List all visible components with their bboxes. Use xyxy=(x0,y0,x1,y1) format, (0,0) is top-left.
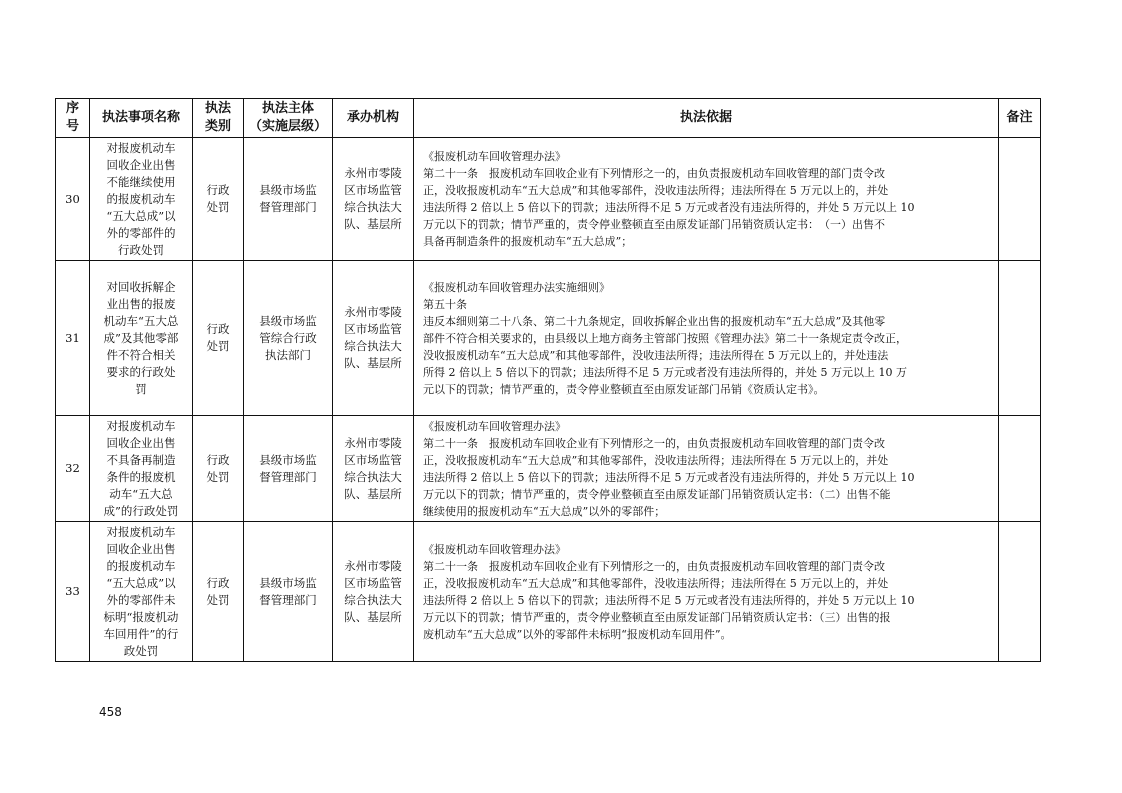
cell-enforcement-type: 行政 处罚 xyxy=(193,416,244,522)
cell-item-name: 对报废机动车 回收企业出售 不具备再制造 条件的报废机 动车“五大总 成”的行政处罚 xyxy=(90,416,193,522)
cell-remarks xyxy=(999,522,1041,662)
cell-item-name: 对回收拆解企 业出售的报废 机动车“五大总 成”及其他零部 件不符合相关 要求的行政处 罚 xyxy=(90,261,193,416)
table-row xyxy=(56,261,1041,416)
basis-line: 正，没收报废机动车“五大总成”和其他零部件，没收违法所得；违法所得在 5 万元以上的，并处 xyxy=(423,576,889,590)
cell-enforcement-type: 行政 处罚 xyxy=(193,261,244,416)
cell-legal-basis xyxy=(414,416,999,522)
basis-line: 违法所得 2 倍以上 5 倍以下的罚款；违法所得不足 5 万元或者没有违法所得的，并处 5 万元以上 10 xyxy=(423,593,915,607)
cell-item-name: 对报废机动车 回收企业出售 不能继续使用 的报废机动车 “五大总成”以 外的零部件的 行政处罚 xyxy=(90,138,193,261)
page-number: 458 xyxy=(99,705,122,719)
cell-item-name: 对报废机动车 回收企业出售 的报废机动车 “五大总成”以 外的零部件未 标明“报废机动 车回用件”的行 政处罚 xyxy=(90,522,193,662)
basis-line: 第二十一条 报废机动车回收企业有下列情形之一的，由负责报废机动车回收管理的部门责令改 xyxy=(423,559,885,573)
basis-line: 《报废机动车回收管理办法》 xyxy=(423,542,566,556)
cell-handling-agency: 永州市零陵 区市场监管 综合执法大 队、基层所 xyxy=(333,261,414,416)
header-item-name: 执法事项名称 xyxy=(90,99,193,138)
basis-line: 正，没收报废机动车“五大总成”和其他零部件，没收违法所得；违法所得在 5 万元以上的，并处 xyxy=(423,184,889,197)
basis-line: 违法所得 2 倍以上 5 倍以下的罚款；违法所得不足 5 万元或者没有违法所得的，并处 5 万元以上 10 xyxy=(423,470,915,484)
cell-serial-number: 33 xyxy=(56,522,90,662)
cell-enforcement-subject: 县级市场监 管综合行政 执法部门 xyxy=(244,261,333,416)
cell-remarks xyxy=(999,138,1041,261)
cell-serial-number: 31 xyxy=(56,261,90,416)
basis-line: 《报废机动车回收管理办法》 xyxy=(423,150,566,163)
cell-enforcement-type: 行政 处罚 xyxy=(193,138,244,261)
basis-line: 《报废机动车回收管理办法》 xyxy=(423,419,566,433)
enforcement-table-container xyxy=(55,98,1040,662)
header-enforcement-subject: 执法主体 （实施层级） xyxy=(244,99,333,138)
cell-enforcement-subject: 县级市场监 督管理部门 xyxy=(244,522,333,662)
basis-line: 万元以下的罚款；情节严重的，责令停业整顿直至由原发证部门吊销资质认定书： （一）出售不 xyxy=(423,218,885,231)
cell-handling-agency: 永州市零陵 区市场监管 综合执法大 队、基层所 xyxy=(333,522,414,662)
basis-line: 万元以下的罚款；情节严重的，责令停业整顿直至由原发证部门吊销资质认定书：（二）出售不能 xyxy=(423,487,891,501)
header-legal-basis: 执法依据 xyxy=(414,99,999,138)
basis-line: 《报废机动车回收管理办法实施细则》 xyxy=(423,280,610,294)
basis-line: 具备再制造条件的报废机动车“五大总成”； xyxy=(423,235,633,248)
header-enforcement-type: 执法 类别 xyxy=(193,99,244,138)
basis-line: 没收报废机动车“五大总成”和其他零部件，没收违法所得；违法所得在 5 万元以上的，并处违法 xyxy=(423,348,889,362)
cell-handling-agency: 永州市零陵 区市场监管 综合执法大 队、基层所 xyxy=(333,416,414,522)
table-row xyxy=(56,416,1041,522)
cell-remarks xyxy=(999,261,1041,416)
basis-line: 第二十一条 报废机动车回收企业有下列情形之一的，由负责报废机动车回收管理的部门责令改 xyxy=(423,167,885,180)
basis-line: 元以下的罚款；情节严重的，责令停业整顿直至由原发证部门吊销《资质认定书》。 xyxy=(423,382,825,396)
basis-line: 继续使用的报废机动车“五大总成”以外的零部件； xyxy=(423,504,666,518)
basis-line: 第二十一条 报废机动车回收企业有下列情形之一的，由负责报废机动车回收管理的部门责令改 xyxy=(423,436,885,450)
basis-line: 万元以下的罚款；情节严重的，责令停业整顿直至由原发证部门吊销资质认定书：（三）出售的报 xyxy=(423,610,891,624)
cell-remarks xyxy=(999,416,1041,522)
cell-legal-basis xyxy=(414,522,999,662)
basis-line: 违反本细则第二十八条、第二十九条规定，回收拆解企业出售的报废机动车“五大总成”及其他零 xyxy=(423,314,886,328)
basis-line: 所得 2 倍以上 5 倍以下的罚款；违法所得不足 5 万元或者没有违法所得的，并处 5 万元以上 10 万 xyxy=(423,365,907,379)
cell-legal-basis xyxy=(414,138,999,261)
cell-enforcement-subject: 县级市场监 督管理部门 xyxy=(244,416,333,522)
basis-line: 正，没收报废机动车“五大总成”和其他零部件，没收违法所得；违法所得在 5 万元以上的，并处 xyxy=(423,453,889,467)
cell-handling-agency: 永州市零陵 区市场监管 综合执法大 队、基层所 xyxy=(333,138,414,261)
cell-enforcement-subject: 县级市场监 督管理部门 xyxy=(244,138,333,261)
table-row xyxy=(56,138,1041,261)
table-row xyxy=(56,522,1041,662)
cell-serial-number: 30 xyxy=(56,138,90,261)
cell-serial-number: 32 xyxy=(56,416,90,522)
basis-line: 第五十条 xyxy=(423,297,467,311)
basis-line: 废机动车“五大总成”以外的零部件未标明“报废机动车回用件”。 xyxy=(423,627,732,641)
basis-line: 违法所得 2 倍以上 5 倍以下的罚款；违法所得不足 5 万元或者没有违法所得的，并处 5 万元以上 10 xyxy=(423,201,915,214)
header-serial-number: 序 号 xyxy=(56,99,90,138)
header-handling-agency: 承办机构 xyxy=(333,99,414,138)
cell-enforcement-type: 行政 处罚 xyxy=(193,522,244,662)
cell-legal-basis xyxy=(414,261,999,416)
header-remarks: 备注 xyxy=(999,99,1041,138)
enforcement-table xyxy=(55,98,1041,662)
basis-line: 部件不符合相关要求的，由县级以上地方商务主管部门按照《管理办法》第二十一条规定责令改正， xyxy=(423,331,907,345)
header-row xyxy=(56,99,1041,138)
